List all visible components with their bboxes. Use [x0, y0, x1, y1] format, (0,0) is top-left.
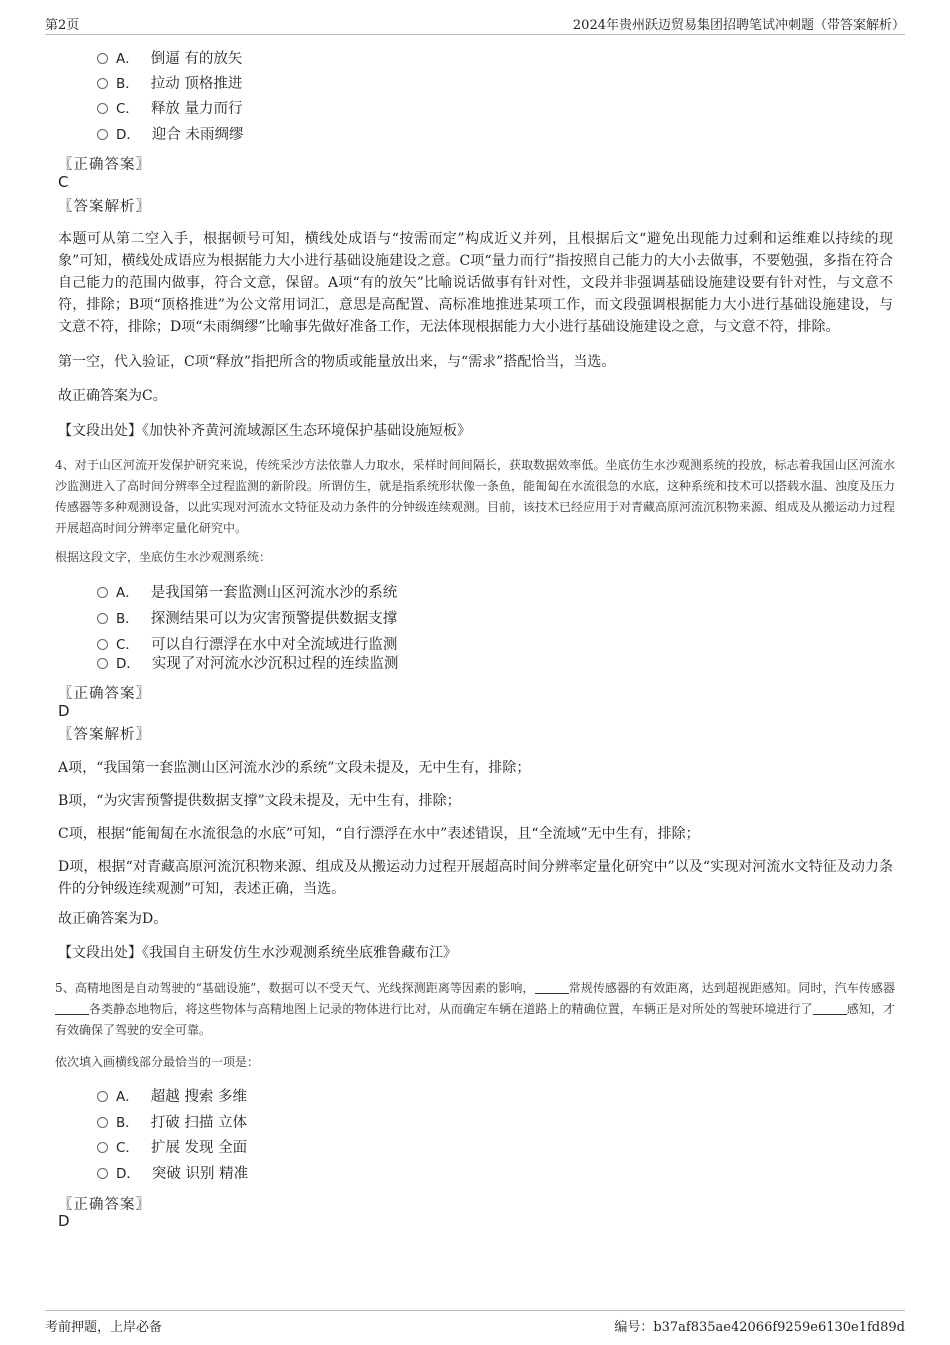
fill-blank: [535, 981, 569, 994]
radio-icon[interactable]: [97, 53, 108, 64]
q4-source: 【文段出处】《我国自主研发仿生水沙观测系统坐底雅鲁藏布江》: [58, 945, 457, 961]
q4-analysis-paragraph: D项，根据“对青藏高原河流沉积物来源、组成及从搬运动力过程开展超高时间分辨率定量化研究中”以及“实现对河流水文特征及动力条件的分钟级连续观测”可知，表述正确，当选。: [58, 859, 893, 897]
document-code: 编号：b37af835ae42066f9259e6130e1fd89d: [614, 1320, 905, 1335]
q4-option-d[interactable]: D． 实现了对河流水沙沉积过程的连续监测: [97, 653, 398, 675]
page-header: [45, 12, 905, 35]
radio-icon[interactable]: [97, 1168, 108, 1179]
radio-icon[interactable]: [97, 1142, 108, 1153]
q4-prompt: 根据这段文字，坐底仿生水沙观测系统：: [55, 550, 272, 564]
fill-blank: [813, 1002, 847, 1015]
q4-analysis-paragraph: A项，“我国第一套监测山区河流水沙的系统”文段未提及，无中生有，排除；: [58, 760, 531, 776]
q4-option-b[interactable]: B． 探测结果可以为灾害预警提供数据支撑: [97, 608, 397, 630]
q3-analysis-paragraph: 第一空，代入验证，C项“释放”指把所含的物质或能量放出来，与“需求”搭配恰当，当选。: [58, 354, 616, 370]
radio-icon[interactable]: [97, 103, 108, 114]
q3-option-a[interactable]: A． 倒逼 有的放矢: [97, 48, 242, 70]
q4-answer: D: [58, 702, 70, 720]
q5-option-b[interactable]: B． 打破 扫描 立体: [97, 1112, 247, 1134]
q3-option-d[interactable]: D． 迎合 未雨绸缪: [97, 124, 244, 146]
page-number: 第2页: [45, 18, 80, 33]
q3-source: 【文段出处】《加快补齐黄河流域源区生态环境保护基础设施短板》: [58, 423, 471, 439]
radio-icon[interactable]: [97, 78, 108, 89]
q5-stem: 5、高精地图是自动驾驶的“基础设施”，数据可以不受天气、光线探测距离等因素的影响， 常规传感器的有效距离，达到超视距感知。同时，汽车传感器各类静态地物后，将这些物体与高精地图上记录的物体进行比对，从而确定车辆在道路上的精确位置，车辆正是对所处的驾驶环境进行了 感知，才有效确保了驾驶的安全可靠。: [55, 981, 895, 1037]
q4-option-c[interactable]: C． 可以自行漂浮在水中对全流域进行监测: [97, 634, 397, 656]
q5-answer-label: 〖正确答案〗: [58, 1197, 151, 1213]
q4-analysis-label: 〖答案解析〗: [58, 727, 151, 743]
radio-icon[interactable]: [97, 639, 108, 650]
page-footer: [45, 1310, 905, 1337]
radio-icon[interactable]: [97, 613, 108, 624]
q5-option-d[interactable]: D． 突破 识别 精准: [97, 1163, 248, 1185]
q3-answer: C: [58, 173, 69, 191]
q3-answer-label: 〖正确答案〗: [58, 157, 151, 173]
radio-icon[interactable]: [97, 1091, 108, 1102]
q3-analysis-conclusion: 故正确答案为C。: [58, 388, 167, 404]
footer-slogan: 考前押题，上岸必备: [45, 1320, 163, 1335]
radio-icon[interactable]: [97, 587, 108, 598]
q5-answer: D: [58, 1212, 70, 1230]
q5-option-a[interactable]: A． 超越 搜索 多维: [97, 1086, 247, 1108]
document-title: 2024年贵州跃迈贸易集团招聘笔试冲刺题（带答案解析）: [572, 18, 905, 33]
q3-option-b[interactable]: B． 拉动 顶格推进: [97, 73, 242, 95]
fill-blank: [55, 1002, 89, 1015]
q4-analysis-conclusion: 故正确答案为D。: [58, 911, 168, 927]
q4-analysis-paragraph: B项，“为灾害预警提供数据支撑”文段未提及，无中生有，排除；: [58, 793, 461, 809]
q4-answer-label: 〖正确答案〗: [58, 686, 151, 702]
q5-prompt: 依次填入画横线部分最恰当的一项是：: [55, 1055, 260, 1069]
q4-stem: 4、对于山区河流开发保护研究来说，传统采沙方法依靠人力取水，采样时间间隔长，获取数据效率低。坐底仿生水沙观测系统的投放，标志着我国山区河流水沙监测进入了高时间分辨率全过程监测的新阶段。所谓仿生，就是指系统形状像一条鱼，能匍匐在水流很急的水底，这种系统和技术可以搭载水温、浊度及压力传感器等多种观测设备，以此实现对河流水文特征及动力条件的分钟级连续观测。目前，该技术已经应用于对青藏高原河流沉积物来源、组成及从搬运动力过程开展超高时间分辨率定量化研究中。: [55, 458, 896, 535]
q4-option-a[interactable]: A． 是我国第一套监测山区河流水沙的系统: [97, 582, 397, 604]
radio-icon[interactable]: [97, 1117, 108, 1128]
q3-analysis-label: 〖答案解析〗: [58, 199, 151, 215]
q3-option-c[interactable]: C． 释放 量力而行: [97, 98, 243, 120]
q5-option-c[interactable]: C． 扩展 发现 全面: [97, 1137, 247, 1159]
q4-analysis-paragraph: C项，根据“能匍匐在水流很急的水底”可知，“自行漂浮在水中”表述错误，且“全流域”无中生有，排除；: [58, 826, 700, 842]
q3-analysis-paragraph: 本题可从第二空入手，根据顿号可知，横线处成语与“按需而定”构成近义并列，且根据后文“避免出现能力过剩和运维难以持续的现象”可知，横线处成语应为根据能力大小进行基础设施建设之意。C项“量力而行”指按照自己能力的大小去做事，不要勉强，多指在符合自己能力的范围内做事，符合文意，保留。A项“有的放矢”比喻说话做事有针对性，文段并非强调基础设施建设要有针对性，与文意不符，排除；B项“顶格推进”为公文常用词汇，意思是高配置、高标准地推进某项工作，而文段强调根据能力大小进行基础设施建设，与文意不符，排除；D项“未雨绸缪”比喻事先做好准备工作，无法体现根据能力大小进行基础设施建设之意，与文意不符，排除。: [58, 231, 893, 335]
radio-icon[interactable]: [97, 658, 108, 669]
radio-icon[interactable]: [97, 129, 108, 140]
